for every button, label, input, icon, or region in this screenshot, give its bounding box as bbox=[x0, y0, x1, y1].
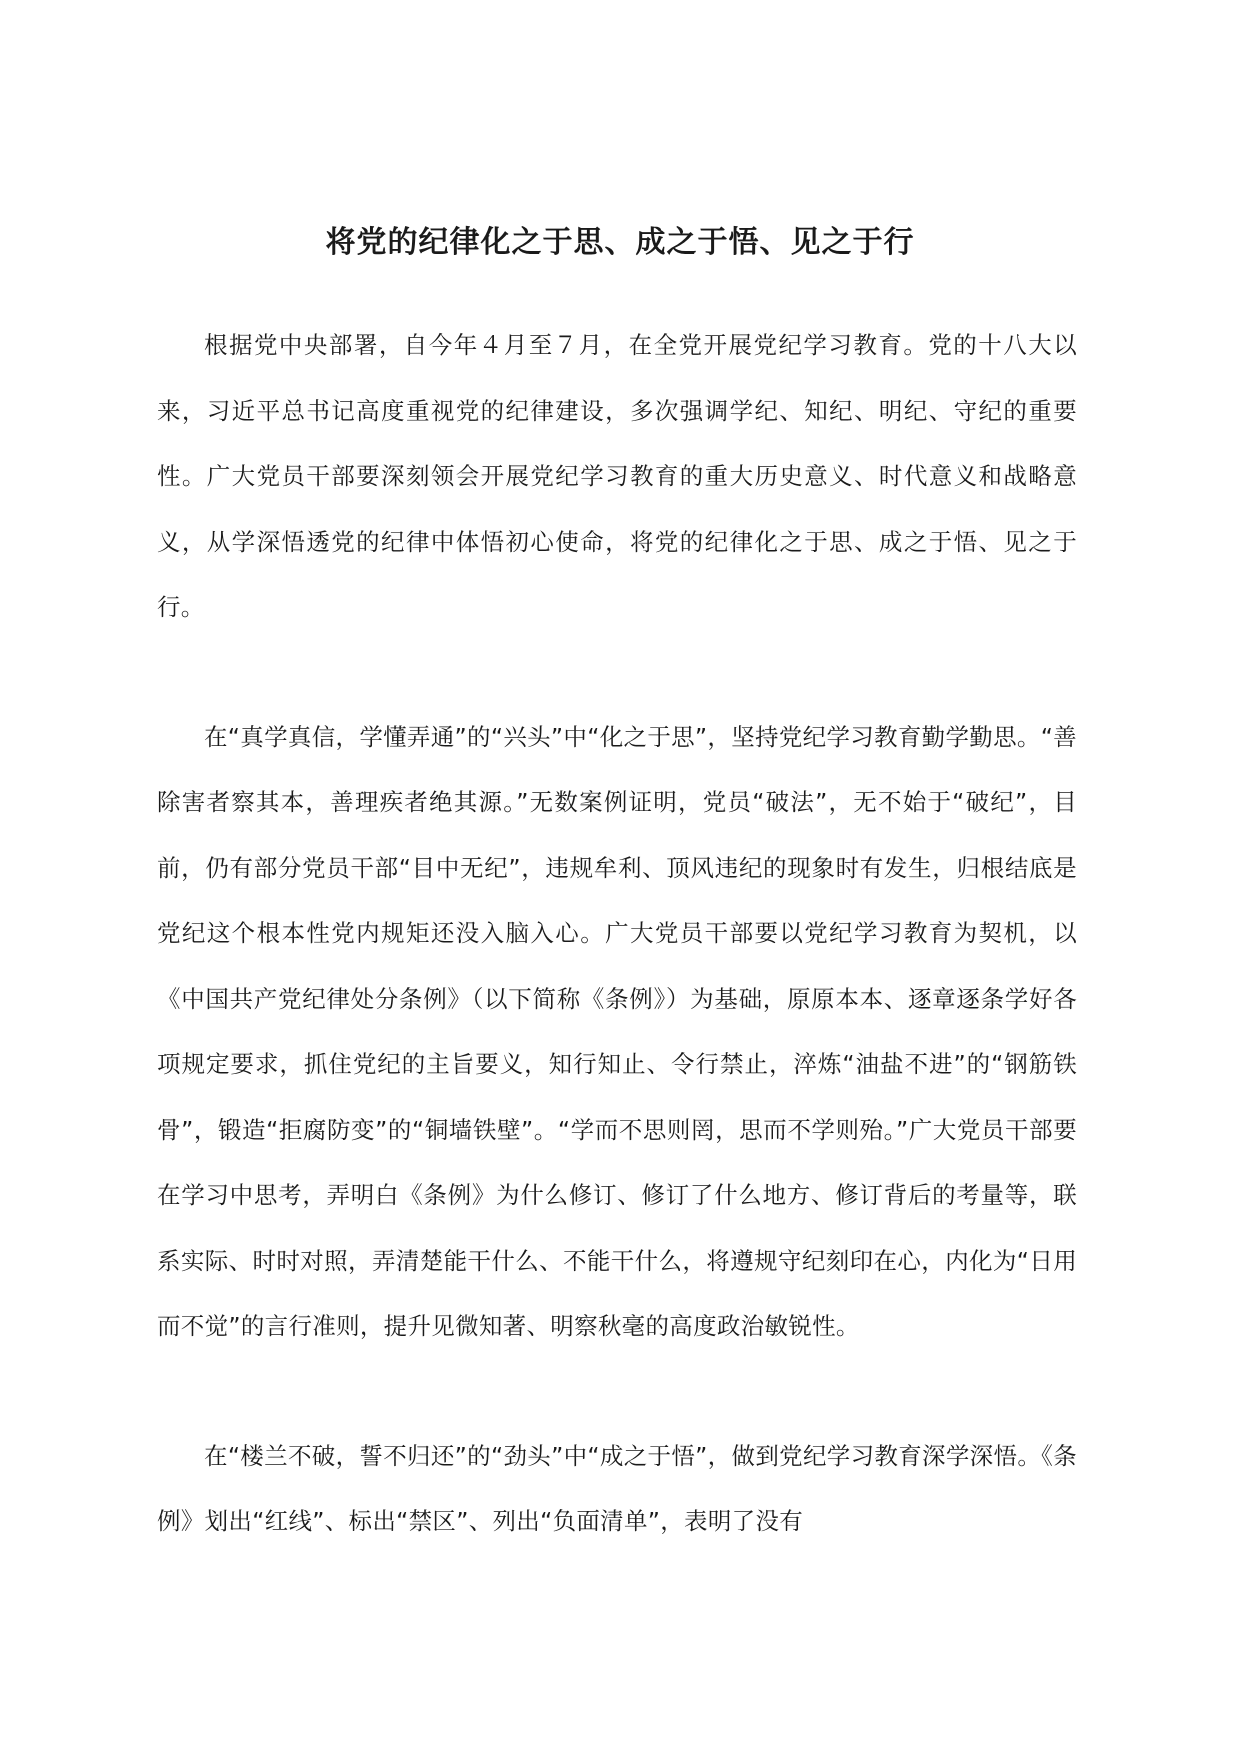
paragraph-intro: 根据党中央部署，自今年４月至７月，在全党开展党纪学习教育。党的十八大以来，习近平总书记高度重视党的纪律建设，多次强调学纪、知纪、明纪、守纪的重要性。广大党员干部要深刻领会开展党纪学习教育的重大历史意义、时代意义和战略意义，从学深悟透党的纪律中体悟初心使命，将党的纪律化之于思、成之于悟、见之于行。 bbox=[157, 331, 1077, 621]
paragraph-cheng-zhi-yu-wu: 在“楼兰不破，誓不归还”的“劲头”中“成之于悟”，做到党纪学习教育深学深悟。《条例》划出“红线”、标出“禁区”、列出“负面清单”，表明了没有 bbox=[157, 1441, 1077, 1535]
paragraph-hua-zhi-yu-si: 在“真学真信，学懂弄通”的“兴头”中“化之于思”，坚持党纪学习教育勤学勤思。“善除害者察其本，善理疾者绝其源。”无数案例证明，党员“破法”，无不始于“破纪”，目前，仍有部分党员干部“目中无纪”，违规牟利、顶风违纪的现象时有发生，归根结底是党纪这个根本性党内规矩还没入脑入心。广大党员干部要以党纪学习教育为契机，以《中国共产党纪律处分条例》（以下简称《条例》）为基础，原原本本、逐章逐条学好各项规定要求，抓住党纪的主旨要义，知行知止、令行禁止，淬炼“油盐不进”的“钢筋铁骨”，锻造“拒腐防变”的“铜墙铁壁”。“学而不思则罔，思而不学则殆。”广大党员干部要在学习中思考，弄明白《条例》为什么修订、修订了什么地方、修订背后的考量等，联系实际、时时对照，弄清楚能干什么、不能干什么，将遵规守纪刻印在心，内化为“日用而不觉”的言行准则，提升见微知著、明察秋毫的高度政治敏锐性。 bbox=[157, 722, 1077, 1340]
document-title: 将党的纪律化之于思、成之于悟、见之于行 bbox=[325, 225, 915, 260]
document-body bbox=[157, 313, 1077, 1619]
